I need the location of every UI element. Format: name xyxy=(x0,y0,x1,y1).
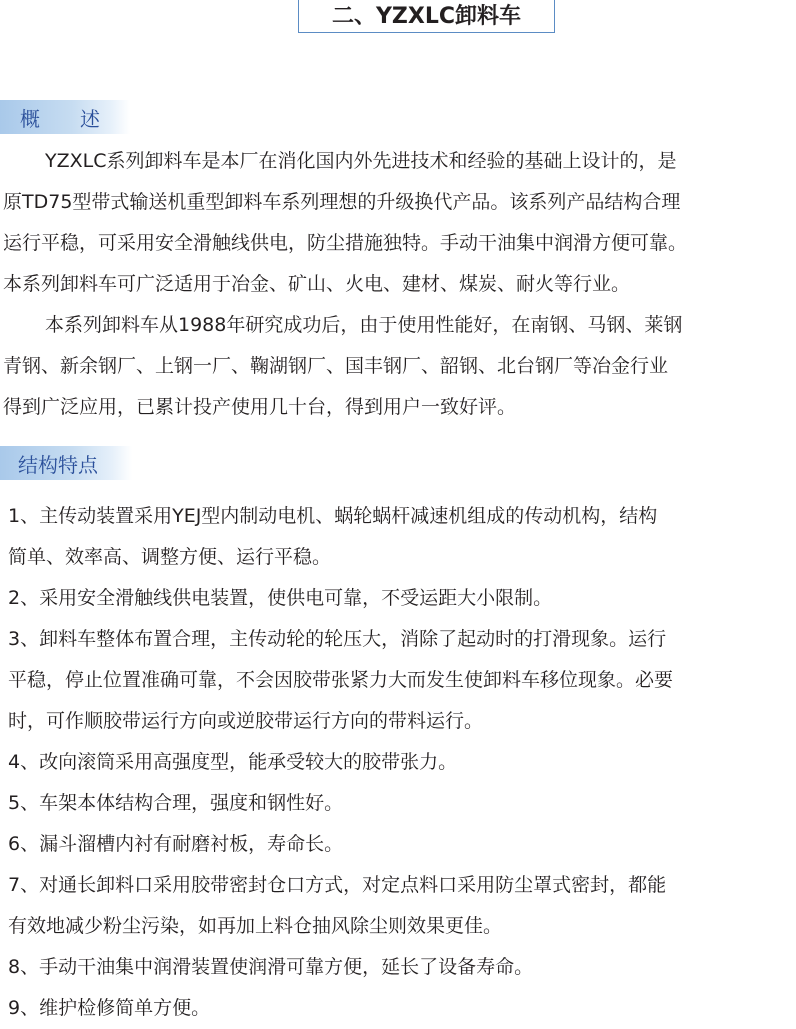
feature-line: 1、主传动装置采用YEJ型内制动电机、蜗轮蜗杆减速机组成的传动机构，结构 xyxy=(8,505,658,527)
feature-line: 平稳，停止位置准确可靠，不会因胶带张紧力大而发生使卸料车移位现象。必要 xyxy=(8,669,674,691)
feature-line: 有效地减少粉尘污染，如再加上料仓抽风除尘则效果更佳。 xyxy=(8,915,503,937)
feature-line: 2、采用安全滑触线供电装置，使供电可靠，不受运距大小限制。 xyxy=(8,587,553,609)
feature-line: 简单、效率高、调整方便、运行平稳。 xyxy=(8,546,332,568)
section-label-overview: 概 述 xyxy=(20,106,100,131)
feature-line: 3、卸料车整体布置合理，主传动轮的轮压大，消除了起动时的打滑现象。运行 xyxy=(8,628,667,650)
feature-line: 4、改向滚筒采用高强度型，能承受较大的胶带张力。 xyxy=(8,751,458,773)
overview-line: 原TD75型带式输送机重型卸料车系列理想的升级换代产品。该系列产品结构合理 xyxy=(3,191,681,213)
feature-line: 6、漏斗溜槽内衬有耐磨衬板，寿命长。 xyxy=(8,833,344,855)
overview-line: 运行平稳，可采用安全滑触线供电，防尘措施独特。手动干油集中润滑方便可靠。 xyxy=(3,232,688,254)
page-title-box xyxy=(298,0,555,33)
overview-line: 本系列卸料车可广泛适用于冶金、矿山、火电、建材、煤炭、耐火等行业。 xyxy=(3,273,631,295)
feature-line: 5、车架本体结构合理，强度和钢性好。 xyxy=(8,792,344,814)
overview-line: 得到广泛应用，已累计投产使用几十台，得到用户一致好评。 xyxy=(3,396,517,418)
section-label-structure: 结构特点 xyxy=(18,452,98,477)
feature-line: 8、手动干油集中润滑装置使润滑可靠方便，延长了设备寿命。 xyxy=(8,956,534,978)
feature-line: 9、维护检修简单方便。 xyxy=(8,997,211,1019)
overview-line: 青钢、新余钢厂、上钢一厂、鞠湖钢厂、国丰钢厂、韶钢、北台钢厂等冶金行业 xyxy=(3,355,669,377)
page-title: 二、YZXLC卸料车 xyxy=(331,3,521,29)
overview-line: 本系列卸料车从1988年研究成功后，由于使用性能好，在南钢、马钢、莱钢 xyxy=(45,314,683,336)
feature-line: 7、对通长卸料口采用胶带密封仓口方式，对定点料口采用防尘罩式密封，都能 xyxy=(8,874,667,896)
overview-paragraph xyxy=(3,141,795,428)
section-header-overview xyxy=(0,100,130,134)
overview-line: YZXLC系列卸料车是本厂在消化国内外先进技术和经验的基础上设计的，是 xyxy=(45,150,677,172)
structure-feature-list xyxy=(8,496,796,1029)
feature-line: 时，可作顺胶带运行方向或逆胶带运行方向的带料运行。 xyxy=(8,710,484,732)
section-header-structure xyxy=(0,446,132,480)
